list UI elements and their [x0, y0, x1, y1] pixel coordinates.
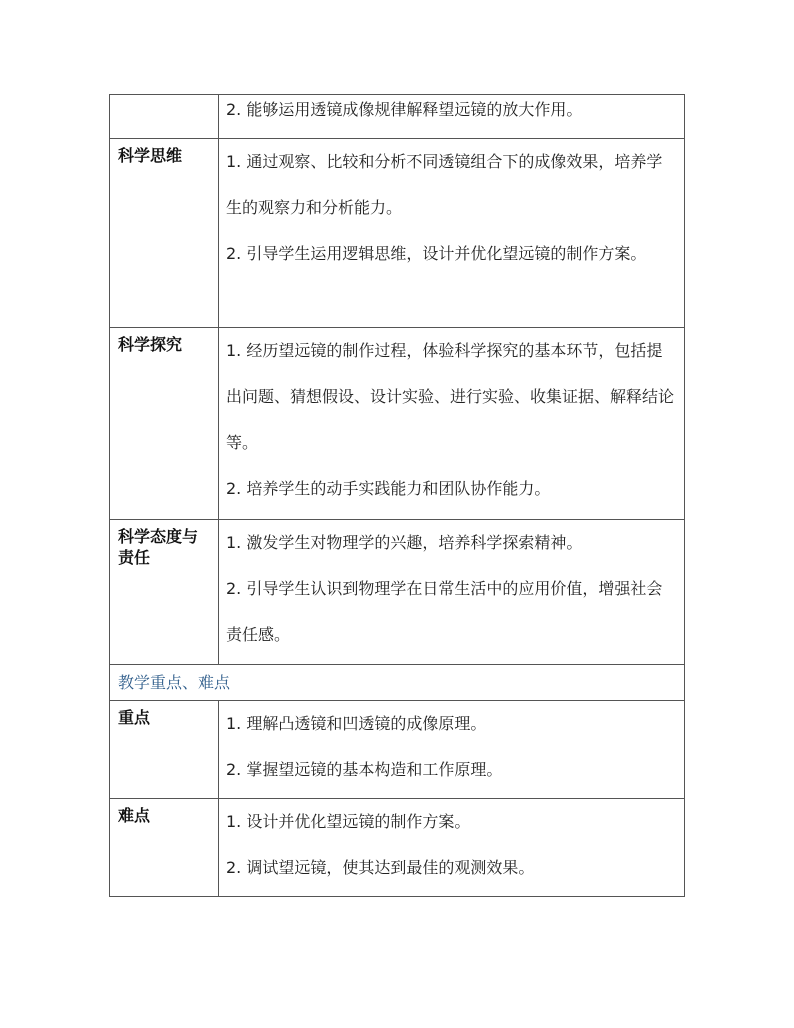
list-item: 2. 引导学生运用逻辑思维，设计并优化望远镜的制作方案。: [226, 244, 647, 263]
table-row: [110, 95, 685, 139]
list-item: 1. 经历望远镜的制作过程，体验科学探究的基本环节，包括提出问题、猜想假设、设计实验、进行实验、收集证据、解释结论等。: [226, 341, 675, 452]
content-cell: [219, 520, 685, 665]
table-row: [110, 328, 685, 520]
row-label-inquiry: 科学探究: [110, 328, 219, 520]
list-item: 1. 理解凸透镜和凹透镜的成像原理。: [226, 714, 487, 733]
table-row: [110, 799, 685, 897]
section-heading: 教学重点、难点: [110, 665, 685, 701]
list-item: 2. 引导学生认识到物理学在日常生活中的应用价值，增强社会责任感。: [226, 579, 663, 644]
content-cell: [219, 701, 685, 799]
list-item: 1. 激发学生对物理学的兴趣，培养科学探索精神。: [226, 533, 583, 552]
table-row: [110, 520, 685, 665]
list-item: 1. 设计并优化望远镜的制作方案。: [226, 812, 471, 831]
content-cell: [219, 139, 685, 328]
row-label-difficult-points: 难点: [110, 799, 219, 897]
row-label-attitude: 科学态度与责任: [110, 520, 219, 665]
section-heading-row: [110, 665, 685, 701]
table-row: [110, 139, 685, 328]
list-item: 2. 调试望远镜，使其达到最佳的观测效果。: [226, 858, 535, 877]
list-item: 2. 掌握望远镜的基本构造和工作原理。: [226, 760, 503, 779]
content-cell: [219, 95, 685, 139]
content-cell: [219, 799, 685, 897]
table-row: [110, 701, 685, 799]
empty-label-cell: [110, 95, 219, 139]
row-label-key-points: 重点: [110, 701, 219, 799]
list-item: 2. 培养学生的动手实践能力和团队协作能力。: [226, 479, 551, 498]
list-item: 2. 能够运用透镜成像规律解释望远镜的放大作用。: [226, 100, 583, 119]
row-label-thinking: 科学思维: [110, 139, 219, 328]
content-cell: [219, 328, 685, 520]
list-item: 1. 通过观察、比较和分析不同透镜组合下的成像效果，培养学生的观察力和分析能力。: [226, 152, 663, 217]
objectives-table: [109, 94, 685, 897]
